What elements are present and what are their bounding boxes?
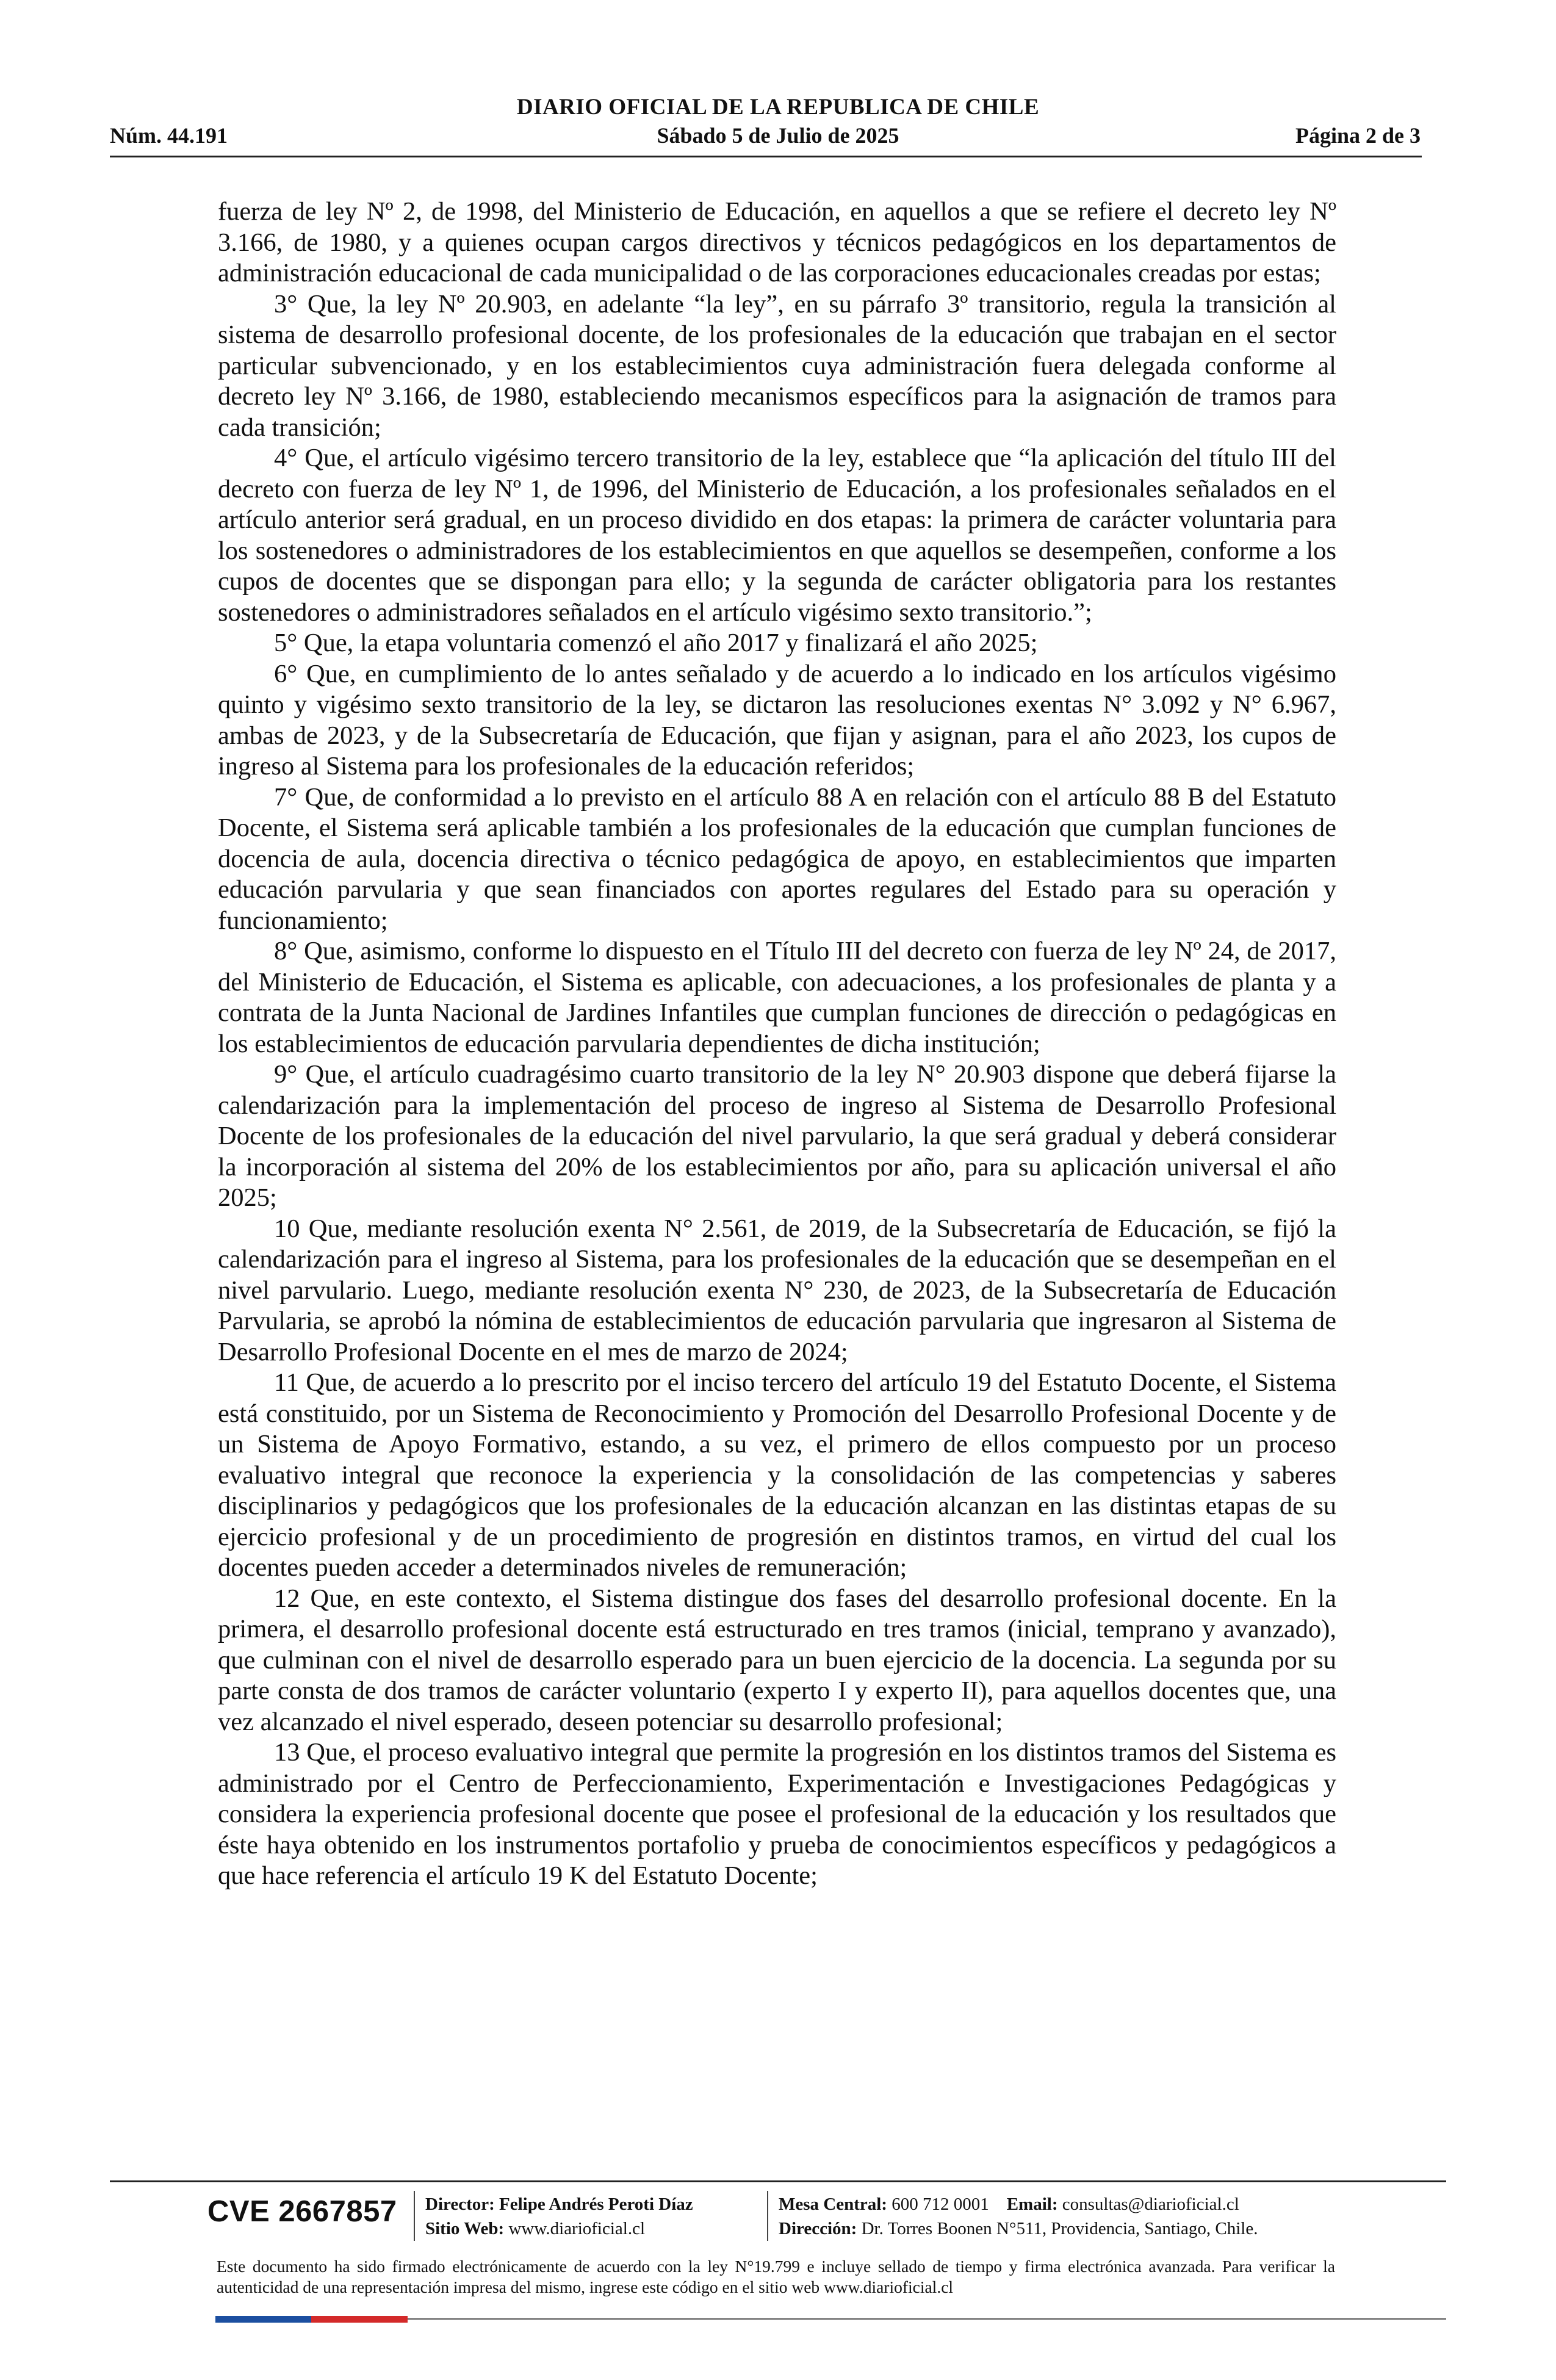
website-label: Sitio Web: <box>425 2219 505 2238</box>
mesa-central-phone: 600 712 0001 <box>891 2194 989 2214</box>
email-link[interactable]: consultas@diarioficial.cl <box>1062 2194 1239 2214</box>
issue-number: Núm. 44.191 <box>110 123 228 148</box>
paragraph-considerando-11: 11 Que, de acuerdo a lo prescrito por el inciso tercero del artículo 19 del Estatuto Docente, el Sistema está constituido, por un Sistema de Reconocimiento y Promoción del Desarrollo Profesional Docente y de un Sistema de Apoyo Formativo, estando, a su vez, el primero de ellos compuesto por un proceso evaluativo integral que reconoce la experiencia y la consolidación de las competencias y saberes disciplinarios y pedagógicos que los profesionales de la educación alcanzan en las distintas etapas de su ejercicio profesional y de un procedimiento de progresión en distintos tramos, en virtud del cual los docentes pueden acceder a determinados niveles de remuneración; <box>218 1368 1336 1582</box>
footer-separator <box>414 2191 415 2241</box>
email-label: Email: <box>1006 2194 1058 2214</box>
director-label: Director: <box>425 2194 495 2214</box>
flag-stripe-red <box>311 2316 408 2323</box>
paragraph-considerando-4: 4° Que, el artículo vigésimo tercero transitorio de la ley, establece que “la aplicación del título III del decreto con fuerza de ley Nº 1, de 1996, del Ministerio de Educación, a los profesionales señalados en el artículo anterior será gradual, en un proceso dividido en dos etapas: la primera de carácter voluntaria para los sostenedores o administradores de los establecimientos en que aquellos se desempeñen, conforme a los cupos de docentes que se dispongan para ello; y la segunda de carácter obligatoria para los restantes sostenedores o administradores señalados en el artículo vigésimo sexto transitorio.”; <box>218 444 1336 627</box>
address-label: Dirección: <box>779 2219 857 2238</box>
paragraph-considerando-5: 5° Que, la etapa voluntaria comenzó el año 2017 y finalizará el año 2025; <box>274 629 1038 657</box>
address-value: Dr. Torres Boonen N°511, Providencia, Santiago, Chile. <box>861 2219 1258 2238</box>
issue-date: Sábado 5 de Julio de 2025 <box>657 123 899 148</box>
director-name: Felipe Andrés Peroti Díaz <box>499 2194 693 2214</box>
paragraph-considerando-3: 3° Que, la ley Nº 20.903, en adelante “la ley”, en su párrafo 3º transitorio, regula la transición al sistema de desarrollo profesional docente, de los profesionales de la educación que trabajan en el sector particular subvencionado, y en los establecimientos cuya administración fuera delegada conforme al decreto ley Nº 3.166, de 1980, estableciendo mecanismos específicos para la asignación de tramos para cada transición; <box>218 289 1336 442</box>
header-divider <box>110 156 1422 157</box>
mesa-central-label: Mesa Central: <box>779 2194 887 2214</box>
paragraph-considerando-7: 7° Que, de conformidad a lo previsto en el artículo 88 A en relación con el artículo 88 B del Estatuto Docente, el Sistema será aplicable también a los profesionales de la educación que cumplan funciones de docencia de aula, docencia directiva o técnico pedagógica de apoyo, en establecimientos que imparten educación parvularia y que sean financiados con aportes regulares del Estado para su operación y funcionamiento; <box>218 782 1336 935</box>
website-link[interactable]: www.diarioficial.cl <box>508 2219 646 2238</box>
footer-bottom-line <box>408 2318 1446 2320</box>
paragraph-considerando-6: 6° Que, en cumplimiento de lo antes señalado y de acuerdo a lo indicado en los artículos vigésimo quinto y vigésimo sexto transitorio de la ley, se dictaron las resoluciones exentas N° 3.092 y N° 6.967, ambas de 2023, y de la Subsecretaría de Educación, que fijan y asignan, para el año 2023, los cupos de ingreso al Sistema para los profesionales de la educación referidos; <box>218 659 1336 781</box>
footer-divider <box>110 2180 1446 2182</box>
footer-separator <box>767 2191 768 2241</box>
flag-stripe-blue <box>215 2316 311 2323</box>
paragraph-considerando-10: 10 Que, mediante resolución exenta N° 2.561, de 2019, de la Subsecretaría de Educación, se fijó la calendarización para el ingreso al Sistema, para los profesionales de la educación que se desempeñan en el nivel parvulario. Luego, mediante resolución exenta N° 230, de 2023, de la Subsecretaría de Educación Parvularia, se aprobó la nómina de establecimientos de educación parvularia que ingresaron al Sistema de Desarrollo Profesional Docente en el mes de marzo de 2024; <box>218 1214 1336 1366</box>
newspaper-title: DIARIO OFICIAL DE LA REPUBLICA DE CHILE <box>516 95 1040 120</box>
footer-contact-block <box>779 2192 1258 2241</box>
paragraph-considerando-9: 9° Que, el artículo cuadragésimo cuarto transitorio de la ley N° 20.903 dispone que deberá fijarse la calendarización para la implementación del proceso de ingreso al Sistema de Desarrollo Profesional Docente de los profesionales de la educación del nivel parvulario, la que será gradual y deberá considerar la incorporación al sistema del 20% de los establecimientos por año, para su aplicación universal el año 2025; <box>218 1060 1336 1212</box>
paragraph-considerando-8: 8° Que, asimismo, conforme lo dispuesto en el Título III del decreto con fuerza de ley Nº 24, de 2017, del Ministerio de Educación, el Sistema es aplicable, con adecuaciones, a los profesionales de planta y a contrata de la Junta Nacional de Jardines Infantiles que cumplan funciones de dirección o pedagógicas en los establecimientos de educación parvularia dependientes de dicha institución; <box>218 937 1336 1058</box>
document-body <box>218 197 1336 1892</box>
paragraph-continuation: fuerza de ley Nº 2, de 1998, del Ministerio de Educación, en aquellos a que se refiere el decreto ley Nº 3.166, de 1980, y a quienes ocupan cargos directivos y técnicos pedagógicos en los departamentos de administración educacional de cada municipalidad o de las corporaciones educacionales creadas por estas; <box>218 197 1336 287</box>
cve-code: CVE 2667857 <box>207 2195 397 2228</box>
footer-director-block <box>425 2192 693 2241</box>
signature-notice: Este documento ha sido firmado electrónicamente de acuerdo con la ley N°19.799 e incluye sellado de tiempo y firma electrónica avanzada. Para verificar la autenticidad de una representación impresa del mismo, ingrese este código en el sitio web www.diarioficial.cl <box>217 2257 1335 2296</box>
page-indicator: Página 2 de 3 <box>1295 123 1421 148</box>
paragraph-considerando-13: 13 Que, el proceso evaluativo integral que permite la progresión en los distintos tramos del Sistema es administrado por el Centro de Perfeccionamiento, Experimentación e Investigaciones Pedagógicas y considera la experiencia profesional docente que posee el profesional de la educación y los resultados que éste haya obtenido en los instrumentos portafolio y prueba de conocimientos específicos y pedagógicos a que hace referencia el artículo 19 K del Estatuto Docente; <box>218 1738 1336 1890</box>
paragraph-considerando-12: 12 Que, en este contexto, el Sistema distingue dos fases del desarrollo profesional docente. En la primera, el desarrollo profesional docente está estructurado en tres tramos (inicial, temprano y avanzado), que culminan con el nivel de desarrollo esperado para un buen ejercicio de la docencia. La segunda por su parte consta de dos tramos de carácter voluntario (experto I y experto II), para aquellos docentes que, una vez alcanzado el nivel esperado, deseen potenciar su desarrollo profesional; <box>218 1584 1336 1736</box>
